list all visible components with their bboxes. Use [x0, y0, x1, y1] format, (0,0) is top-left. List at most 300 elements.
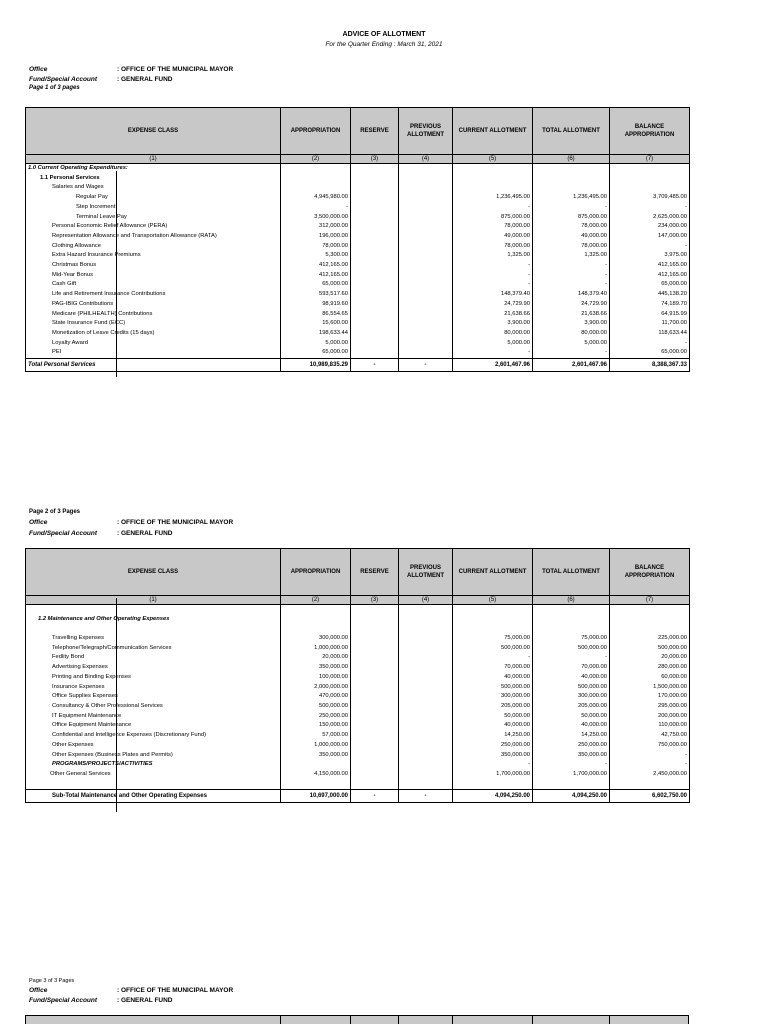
- balance-cell: 60,000.00: [610, 673, 690, 683]
- current-cell: 75,000.00: [453, 634, 533, 644]
- page2-label: Page 2 of 3 Pages: [29, 509, 81, 515]
- previous-cell: [399, 721, 453, 731]
- expense-name: Telephone/Telegraph/Communication Services: [26, 644, 281, 654]
- appropriation-cell: 593,517.60: [281, 290, 351, 300]
- previous-cell: [399, 271, 453, 281]
- total-cell: 78,000.00: [533, 242, 610, 252]
- expense-name: Regular Pay: [26, 193, 281, 203]
- expense-name: Consultancy & Other Professional Services: [26, 702, 281, 712]
- group-title: Salaries and Wages: [26, 183, 281, 193]
- balance-cell: 1,500,000.00: [610, 683, 690, 693]
- page3-header: [29, 977, 233, 1005]
- col-num: (4): [399, 155, 453, 164]
- previous-cell: [399, 251, 453, 261]
- appropriation-cell: 196,000.00: [281, 232, 351, 242]
- balance-cell: 295,000.00: [610, 702, 690, 712]
- table-row: [26, 712, 690, 722]
- office-value: : OFFICE OF THE MUNICIPAL MAYOR: [117, 987, 234, 994]
- current-cell: 3,900.00: [453, 319, 533, 329]
- total-cell: 24,729.90: [533, 300, 610, 310]
- table-row: [26, 290, 690, 300]
- table-row: [26, 261, 690, 271]
- fund-label: Fund/Special Account: [29, 76, 98, 83]
- expense-name: Representation Allowance and Transportation Allowance (RATA): [26, 232, 281, 242]
- current-cell: 5,000.00: [453, 339, 533, 349]
- current-cell: -: [453, 271, 533, 281]
- column-header-row: [26, 549, 690, 596]
- current-cell: 78,000.00: [453, 242, 533, 252]
- previous-cell: [399, 203, 453, 213]
- table-row: [26, 673, 690, 683]
- current-cell: 1,236,495.00: [453, 193, 533, 203]
- current-cell: 300,000.00: [453, 692, 533, 702]
- appropriation-cell: 412,165.00: [281, 261, 351, 271]
- total-balance: 8,388,367.33: [610, 359, 690, 372]
- balance-cell: 170,000.00: [610, 692, 690, 702]
- previous-cell: [399, 673, 453, 683]
- current-cell: 24,729.90: [453, 300, 533, 310]
- expense-name: Office Equipment Maintenance: [26, 721, 281, 731]
- balance-cell: 3,709,485.00: [610, 193, 690, 203]
- col-num: (1): [26, 155, 281, 164]
- total-cell: 40,000.00: [533, 721, 610, 731]
- table-row: [26, 251, 690, 261]
- fund-label: Fund/Special Account: [29, 530, 98, 537]
- total-cell: -: [533, 261, 610, 271]
- balance-cell: 750,000.00: [610, 741, 690, 751]
- balance-cell: 65,000.00: [610, 280, 690, 290]
- previous-cell: [399, 348, 453, 358]
- previous-cell: [399, 339, 453, 349]
- fund-value: : GENERAL FUND: [117, 76, 173, 83]
- appropriation-cell: 470,000.00: [281, 692, 351, 702]
- appropriation-cell: 78,000.00: [281, 242, 351, 252]
- subsection-title: 1.1 Personal Services: [26, 174, 281, 184]
- balance-cell: 3,975.00: [610, 251, 690, 261]
- expense-name: Cash Gift: [26, 280, 281, 290]
- balance-cell: -: [610, 751, 690, 761]
- appropriation-cell: 1,000,000.00: [281, 741, 351, 751]
- total-previous: -: [399, 359, 453, 372]
- reserve-cell: [351, 692, 399, 702]
- reserve-cell: [351, 271, 399, 281]
- appropriation-cell: 500,000.00: [281, 702, 351, 712]
- ogs-balance: 2,450,000.00: [610, 770, 690, 780]
- page1-rows: [26, 193, 690, 358]
- reserve-cell: [351, 310, 399, 320]
- table-row: [26, 663, 690, 673]
- table-row: [26, 203, 690, 213]
- appropriation-cell: 20,000.00: [281, 653, 351, 663]
- expense-name: Christmas Bonus: [26, 261, 281, 271]
- col-num: (7): [610, 155, 690, 164]
- previous-cell: [399, 663, 453, 673]
- total-label: Total Personal Services: [26, 359, 281, 372]
- total-cell: 75,000.00: [533, 634, 610, 644]
- reserve-cell: [351, 683, 399, 693]
- expense-name: PEI: [26, 348, 281, 358]
- ogs-appropriation: 4,150,000.00: [281, 770, 351, 780]
- col-num: (2): [281, 155, 351, 164]
- appropriation-cell: 57,000.00: [281, 731, 351, 741]
- previous-cell: [399, 290, 453, 300]
- current-cell: -: [453, 203, 533, 213]
- balance-cell: 42,750.00: [610, 731, 690, 741]
- expense-name: Office Supplies Expenses: [26, 692, 281, 702]
- current-cell: 70,000.00: [453, 663, 533, 673]
- total-cell: 70,000.00: [533, 663, 610, 673]
- col-current-allotment: CURRENT ALLOTMENT: [453, 549, 533, 596]
- current-cell: 78,000.00: [453, 222, 533, 232]
- fund-value: : GENERAL FUND: [117, 997, 173, 1004]
- reserve-cell: [351, 280, 399, 290]
- previous-cell: [399, 310, 453, 320]
- section-title: 1.0 Current Operating Expenditures:: [26, 164, 281, 174]
- column-number-row: [26, 596, 690, 605]
- column-rule: [116, 598, 117, 812]
- page3-table-header: [25, 1015, 689, 1024]
- col-reserve: RESERVE: [351, 108, 399, 155]
- col-current-allotment: CURRENT ALLOTMENT: [453, 108, 533, 155]
- table-row: [26, 683, 690, 693]
- subtotal-previous: -: [399, 790, 453, 803]
- ogs-total: 1,700,000.00: [533, 770, 610, 780]
- group-row: [26, 183, 690, 193]
- table-row: [26, 193, 690, 203]
- expense-name: Life and Retirement Insurance Contributions: [26, 290, 281, 300]
- table-row: [26, 310, 690, 320]
- table-row: [26, 702, 690, 712]
- balance-cell: 64,915.99: [610, 310, 690, 320]
- ogs-current: 1,700,000.00: [453, 770, 533, 780]
- reserve-cell: [351, 653, 399, 663]
- expense-name: Other Expenses: [26, 741, 281, 751]
- table-row: [26, 348, 690, 358]
- col-reserve: RESERVE: [351, 549, 399, 596]
- reserve-cell: [351, 741, 399, 751]
- ppa-current: -: [453, 760, 533, 770]
- previous-cell: [399, 261, 453, 271]
- expense-name: Fedlity Bond: [26, 653, 281, 663]
- balance-cell: 445,138.20: [610, 290, 690, 300]
- previous-cell: [399, 644, 453, 654]
- reserve-cell: [351, 348, 399, 358]
- table-row: [26, 721, 690, 731]
- page2-header: [29, 508, 233, 539]
- section-row: [26, 164, 690, 174]
- reserve-cell: [351, 300, 399, 310]
- reserve-cell: [351, 644, 399, 654]
- reserve-cell: [351, 731, 399, 741]
- expense-name: Printing and Binding Expenses: [26, 673, 281, 683]
- balance-cell: -: [610, 242, 690, 252]
- previous-cell: [399, 193, 453, 203]
- expense-name: Loyalty Award: [26, 339, 281, 349]
- column-number-row: [26, 155, 690, 164]
- col-expense-class: EXPENSE CLASS: [26, 108, 281, 155]
- table-row: [26, 319, 690, 329]
- reserve-cell: [351, 329, 399, 339]
- col-num: (6): [533, 596, 610, 605]
- expense-name: Extra Hazard Insurance Premiums: [26, 251, 281, 261]
- col-balance-appropriation: BALANCE APPROPRIATION: [610, 108, 690, 155]
- current-cell: 40,000.00: [453, 673, 533, 683]
- appropriation-cell: 350,000.00: [281, 751, 351, 761]
- total-row: [26, 359, 690, 372]
- total-cell: 5,000.00: [533, 339, 610, 349]
- current-cell: 350,000.00: [453, 751, 533, 761]
- table-row: [26, 232, 690, 242]
- appropriation-cell: 150,000.00: [281, 721, 351, 731]
- previous-cell: [399, 683, 453, 693]
- total-cell: 350,000.00: [533, 751, 610, 761]
- col-appropriation: APPROPRIATION: [281, 108, 351, 155]
- reserve-cell: [351, 213, 399, 223]
- previous-cell: [399, 692, 453, 702]
- expense-name: Clothing Allowance: [26, 242, 281, 252]
- current-cell: 49,000.00: [453, 232, 533, 242]
- total-cell: 80,000.00: [533, 329, 610, 339]
- col-num: (6): [533, 155, 610, 164]
- subtotal-appropriation: 10,697,000.00: [281, 790, 351, 803]
- current-cell: 14,250.00: [453, 731, 533, 741]
- expense-name: Advertising Expenses: [26, 663, 281, 673]
- current-cell: 500,000.00: [453, 683, 533, 693]
- balance-cell: 412,165.00: [610, 261, 690, 271]
- column-header-row: [26, 108, 690, 155]
- expense-name: PAG-IBIG Contributions: [26, 300, 281, 310]
- subsection-row: [26, 174, 690, 184]
- expense-name: Personal Economic Relief Allowance (PERA): [26, 222, 281, 232]
- expense-name: Medicare (PHILHEALTH) Contributions: [26, 310, 281, 320]
- page3-label: Page 3 of 3 Pages: [29, 978, 75, 984]
- col-expense-class: EXPENSE CLASS: [26, 549, 281, 596]
- total-cell: -: [533, 280, 610, 290]
- table-row: [26, 634, 690, 644]
- previous-cell: [399, 319, 453, 329]
- total-cell: 3,900.00: [533, 319, 610, 329]
- column-rule: [116, 171, 117, 377]
- col-balance-appropriation: BALANCE APPROPRIATION: [610, 549, 690, 596]
- current-cell: 21,638.66: [453, 310, 533, 320]
- subtotal-total-allotment: 4,094,250.00: [533, 790, 610, 803]
- total-cell: 49,000.00: [533, 232, 610, 242]
- current-cell: 40,000.00: [453, 721, 533, 731]
- allotment-table-page2: [25, 548, 690, 803]
- document-title: ADVICE OF ALLOTMENT: [342, 31, 426, 38]
- table-row: [26, 741, 690, 751]
- page1-label: Page 1 of 3 pages: [29, 85, 80, 91]
- total-cell: 500,000.00: [533, 683, 610, 693]
- current-cell: 1,325.00: [453, 251, 533, 261]
- appropriation-cell: 2,000,000.00: [281, 683, 351, 693]
- total-cell: -: [533, 348, 610, 358]
- expense-name: Terminal Leave Pay: [26, 213, 281, 223]
- col-previous-allotment: PREVIOUS ALLOTMENT: [399, 108, 453, 155]
- appropriation-cell: 5,300.00: [281, 251, 351, 261]
- current-cell: 205,000.00: [453, 702, 533, 712]
- table-row: [26, 213, 690, 223]
- previous-cell: [399, 653, 453, 663]
- reserve-cell: [351, 222, 399, 232]
- total-appropriation: 10,989,835.29: [281, 359, 351, 372]
- appropriation-cell: 65,000.00: [281, 348, 351, 358]
- col-appropriation: APPROPRIATION: [281, 549, 351, 596]
- total-cell: 50,000.00: [533, 712, 610, 722]
- balance-cell: 110,000.00: [610, 721, 690, 731]
- appropriation-cell: 412,165.00: [281, 271, 351, 281]
- previous-cell: [399, 232, 453, 242]
- balance-cell: 225,000.00: [610, 634, 690, 644]
- previous-cell: [399, 741, 453, 751]
- current-cell: -: [453, 261, 533, 271]
- table-row: [26, 271, 690, 281]
- fund-label: Fund/Special Account: [29, 997, 98, 1004]
- total-cell: 78,000.00: [533, 222, 610, 232]
- reserve-cell: [351, 702, 399, 712]
- total-cell: 1,325.00: [533, 251, 610, 261]
- previous-cell: [399, 280, 453, 290]
- expense-name: Confidential and Intelligence Expenses (Discretionary Fund): [26, 731, 281, 741]
- col-num: (3): [351, 155, 399, 164]
- total-cell: 21,638.66: [533, 310, 610, 320]
- appropriation-cell: 3,500,000.00: [281, 213, 351, 223]
- col-num: (7): [610, 596, 690, 605]
- total-cell: 250,000.00: [533, 741, 610, 751]
- reserve-cell: [351, 673, 399, 683]
- subtotal-reserve: -: [351, 790, 399, 803]
- appropriation-cell: 5,000.00: [281, 339, 351, 349]
- total-cell: 148,379.40: [533, 290, 610, 300]
- appropriation-cell: 86,554.65: [281, 310, 351, 320]
- fund-value: : GENERAL FUND: [117, 530, 173, 537]
- previous-cell: [399, 634, 453, 644]
- balance-cell: 2,625,000.00: [610, 213, 690, 223]
- appropriation-cell: 65,000.00: [281, 280, 351, 290]
- page1-header: [29, 64, 233, 92]
- appropriation-cell: 350,000.00: [281, 663, 351, 673]
- balance-cell: 118,633.44: [610, 329, 690, 339]
- page2-rows: [26, 634, 690, 760]
- total-reserve: -: [351, 359, 399, 372]
- total-cell: 500,000.00: [533, 644, 610, 654]
- previous-cell: [399, 213, 453, 223]
- reserve-cell: [351, 261, 399, 271]
- current-cell: 875,000.00: [453, 213, 533, 223]
- table-row: [26, 653, 690, 663]
- reserve-cell: [351, 751, 399, 761]
- ppa-total: -: [533, 760, 610, 770]
- appropriation-cell: 198,633.44: [281, 329, 351, 339]
- col-num: (5): [453, 155, 533, 164]
- previous-cell: [399, 300, 453, 310]
- section-title: 1.2 Maintenance and Other Operating Expenses: [26, 615, 281, 625]
- previous-cell: [399, 712, 453, 722]
- expense-name: Other Expenses (Business Plates and Permits): [26, 751, 281, 761]
- expense-name: Step Increment: [26, 203, 281, 213]
- balance-cell: 65,000.00: [610, 348, 690, 358]
- subtotal-current: 4,094,250.00: [453, 790, 533, 803]
- current-cell: -: [453, 280, 533, 290]
- reserve-cell: [351, 339, 399, 349]
- balance-cell: 11,700.00: [610, 319, 690, 329]
- office-value: : OFFICE OF THE MUNICIPAL MAYOR: [117, 66, 234, 73]
- balance-cell: 412,165.00: [610, 271, 690, 281]
- reserve-cell: [351, 319, 399, 329]
- appropriation-cell: 300,000.00: [281, 634, 351, 644]
- current-cell: 500,000.00: [453, 644, 533, 654]
- total-cell: 875,000.00: [533, 213, 610, 223]
- section-row: [26, 615, 690, 625]
- table-row: [26, 731, 690, 741]
- reserve-cell: [351, 242, 399, 252]
- previous-cell: [399, 731, 453, 741]
- subtotal-balance: 6,602,750.00: [610, 790, 690, 803]
- appropriation-cell: 250,000.00: [281, 712, 351, 722]
- previous-cell: [399, 702, 453, 712]
- appropriation-cell: -: [281, 203, 351, 213]
- col-previous-allotment: PREVIOUS ALLOTMENT: [399, 549, 453, 596]
- reserve-cell: [351, 634, 399, 644]
- previous-cell: [399, 222, 453, 232]
- table-row: [26, 339, 690, 349]
- allotment-table-page1: [25, 107, 690, 372]
- reserve-cell: [351, 251, 399, 261]
- expense-name: Monetization of Leave Credits (15 days): [26, 329, 281, 339]
- expense-name: Mid-Year Bonus: [26, 271, 281, 281]
- appropriation-cell: 312,000.00: [281, 222, 351, 232]
- current-cell: 250,000.00: [453, 741, 533, 751]
- expense-name: Travelling Expenses: [26, 634, 281, 644]
- table-row: [26, 751, 690, 761]
- previous-cell: [399, 242, 453, 252]
- reserve-cell: [351, 721, 399, 731]
- col-num: (5): [453, 596, 533, 605]
- reserve-cell: [351, 203, 399, 213]
- col-num: (2): [281, 596, 351, 605]
- office-value: : OFFICE OF THE MUNICIPAL MAYOR: [117, 519, 234, 526]
- total-cell: -: [533, 271, 610, 281]
- total-cell: 14,250.00: [533, 731, 610, 741]
- balance-cell: 20,000.00: [610, 653, 690, 663]
- balance-cell: 147,000.00: [610, 232, 690, 242]
- appropriation-cell: 1,000,000.00: [281, 644, 351, 654]
- expense-name: State Insurance Fund (ECC): [26, 319, 281, 329]
- col-total-allotment: TOTAL ALLOTMENT: [533, 108, 610, 155]
- reserve-cell: [351, 232, 399, 242]
- total-current: 2,601,467.96: [453, 359, 533, 372]
- col-num: (4): [399, 596, 453, 605]
- expense-name: IT Equipment Maintenance: [26, 712, 281, 722]
- balance-cell: -: [610, 203, 690, 213]
- table-row: [26, 222, 690, 232]
- total-cell: 1,236,495.00: [533, 193, 610, 203]
- col-num: (3): [351, 596, 399, 605]
- balance-cell: -: [610, 339, 690, 349]
- ogs-row: [26, 770, 690, 780]
- current-cell: -: [453, 653, 533, 663]
- balance-cell: 500,000.00: [610, 644, 690, 654]
- ppa-balance: -: [610, 760, 690, 770]
- appropriation-cell: 15,600.00: [281, 319, 351, 329]
- current-cell: -: [453, 348, 533, 358]
- col-total-allotment: TOTAL ALLOTMENT: [533, 549, 610, 596]
- ppa-row: [26, 760, 690, 770]
- table-row: [26, 242, 690, 252]
- reserve-cell: [351, 663, 399, 673]
- expense-name: Insurance Expenses: [26, 683, 281, 693]
- total-cell: -: [533, 203, 610, 213]
